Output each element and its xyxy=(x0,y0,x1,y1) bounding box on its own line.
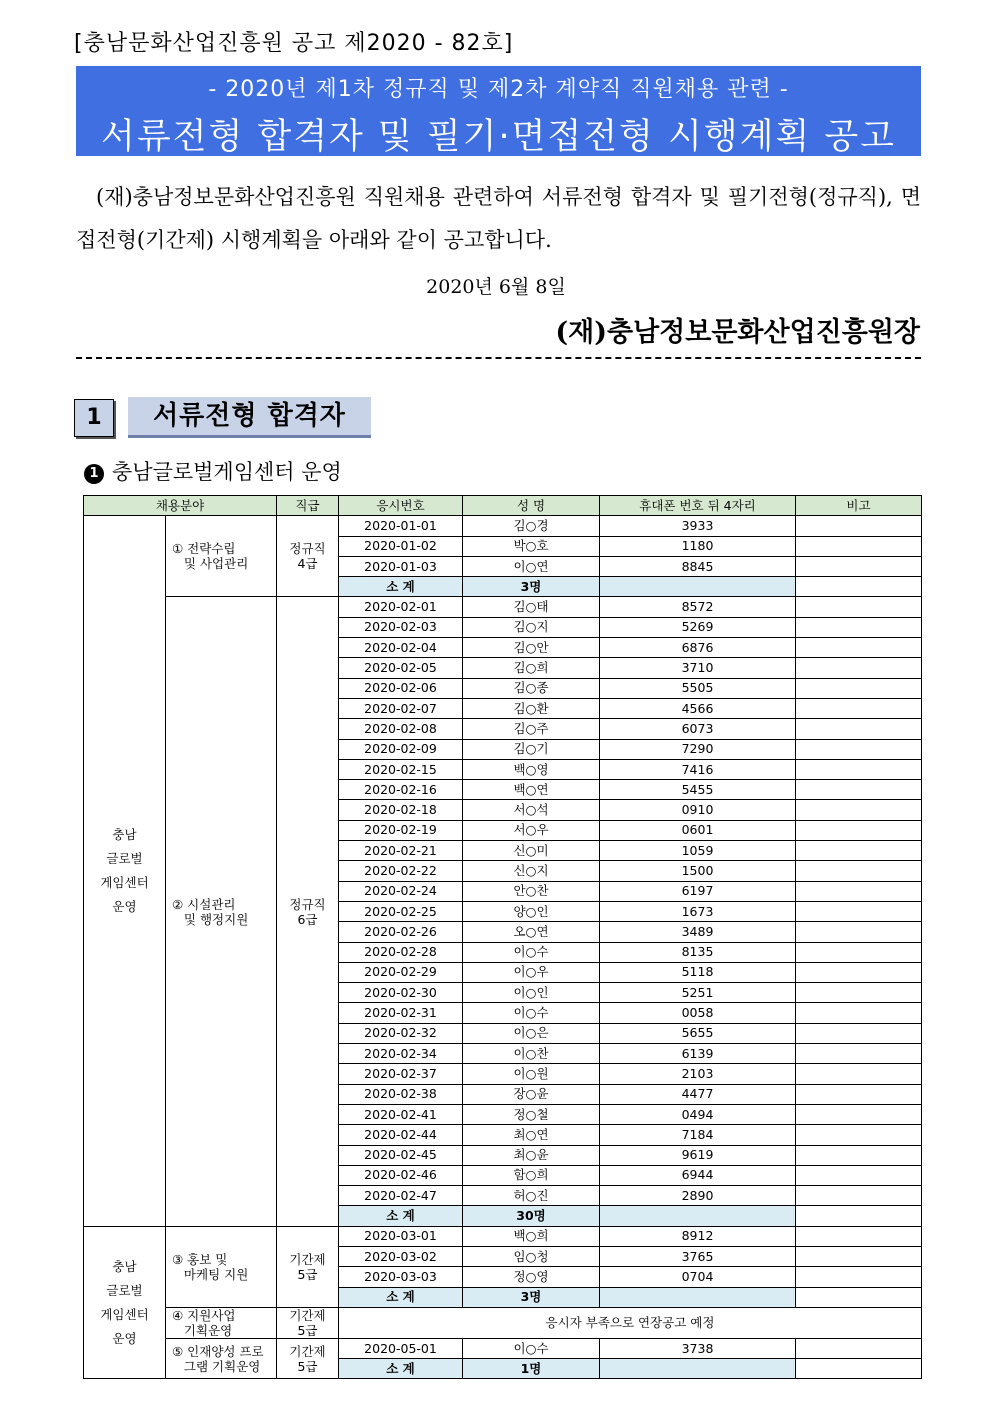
table-header-row xyxy=(84,496,922,516)
phone-cell: 8572 xyxy=(600,597,796,617)
table-row xyxy=(84,597,922,617)
dashed-divider xyxy=(76,357,921,359)
table-row xyxy=(84,1226,922,1246)
position-cell: ③ 홍보 및 마케팅 지원 xyxy=(166,1226,277,1307)
name-cell: 신○미 xyxy=(463,841,600,861)
exam-number-cell: 2020-02-34 xyxy=(339,1044,463,1064)
name-cell: 김○지 xyxy=(463,617,600,637)
subtotal-label: 소 계 xyxy=(339,1206,463,1226)
exam-number-cell: 2020-02-32 xyxy=(339,1023,463,1043)
position-cell: ② 시설관리 및 행정지원 xyxy=(166,597,277,1226)
name-cell: 이○원 xyxy=(463,1064,600,1084)
field-label-line: 글로벌 xyxy=(106,1282,143,1298)
remarks-cell xyxy=(796,556,922,576)
name-cell: 신○지 xyxy=(463,861,600,881)
name-cell: 함○희 xyxy=(463,1165,600,1185)
header-name: 성 명 xyxy=(463,496,600,516)
banner-subtitle: - 2020년 제1차 정규직 및 제2차 계약직 직원채용 관련 - xyxy=(208,77,789,102)
exam-number-cell: 2020-02-46 xyxy=(339,1165,463,1185)
header-grade: 직급 xyxy=(277,496,339,516)
exam-number-cell: 2020-01-02 xyxy=(339,536,463,556)
exam-number-cell: 2020-02-04 xyxy=(339,638,463,658)
remarks-cell xyxy=(796,942,922,962)
name-cell: 이○찬 xyxy=(463,1044,600,1064)
grade-cell: 정규직 4급 xyxy=(277,516,339,597)
table-row xyxy=(84,1338,922,1358)
remarks-cell xyxy=(796,1104,922,1124)
name-cell: 백○영 xyxy=(463,759,600,779)
remarks-cell xyxy=(796,1125,922,1145)
name-cell: 이○인 xyxy=(463,983,600,1003)
signer: (재)충남정보문화산업진흥원장 xyxy=(555,317,920,348)
exam-number-cell: 2020-02-19 xyxy=(339,820,463,840)
remarks-cell xyxy=(796,516,922,536)
header-remarks: 비고 xyxy=(796,496,922,516)
intro-text: (재)충남정보문화산업진흥원 직원채용 관련하여 서류전형 합격자 및 필기전형(정규직), 면접전형(기간제) 시행계획을 아래와 같이 공고합니다. xyxy=(76,185,921,252)
exam-number-cell: 2020-02-26 xyxy=(339,922,463,942)
name-cell: 허○진 xyxy=(463,1186,600,1206)
section-title: 서류전형 합격자 xyxy=(128,397,371,438)
phone-cell: 3738 xyxy=(600,1338,796,1358)
name-cell: 이○수 xyxy=(463,1338,600,1358)
subsection-label: 충남글로벌게임센터 운영 xyxy=(112,460,342,484)
remarks-cell xyxy=(796,638,922,658)
field-label-line: 글로벌 xyxy=(106,850,143,866)
grade-cell: 기간제 5급 xyxy=(277,1226,339,1307)
name-cell: 백○연 xyxy=(463,780,600,800)
name-cell: 정○철 xyxy=(463,1104,600,1124)
phone-cell: 0910 xyxy=(600,800,796,820)
phone-cell: 1180 xyxy=(600,536,796,556)
exam-number-cell: 2020-02-31 xyxy=(339,1003,463,1023)
name-cell: 정○영 xyxy=(463,1267,600,1287)
name-cell: 김○희 xyxy=(463,658,600,678)
subtotal-remarks xyxy=(796,1287,922,1307)
phone-cell: 1500 xyxy=(600,861,796,881)
exam-number-cell: 2020-01-03 xyxy=(339,556,463,576)
header-field: 채용분야 xyxy=(84,496,277,516)
field-label-line: 충남 xyxy=(112,1258,137,1274)
phone-cell: 4566 xyxy=(600,698,796,718)
notice-date: 2020년 6월 8일 xyxy=(426,276,566,298)
remarks-cell xyxy=(796,1003,922,1023)
phone-cell: 3489 xyxy=(600,922,796,942)
name-cell: 백○희 xyxy=(463,1226,600,1246)
position-cell: ① 전략수립 및 사업관리 xyxy=(166,516,277,597)
exam-number-cell: 2020-02-08 xyxy=(339,719,463,739)
exam-number-cell: 2020-02-07 xyxy=(339,698,463,718)
exam-number-cell: 2020-02-18 xyxy=(339,800,463,820)
phone-cell: 5118 xyxy=(600,962,796,982)
name-cell: 김○태 xyxy=(463,597,600,617)
name-cell: 김○종 xyxy=(463,678,600,698)
exam-number-cell: 2020-02-37 xyxy=(339,1064,463,1084)
subtotal-count: 3명 xyxy=(463,577,600,597)
remarks-cell xyxy=(796,597,922,617)
phone-cell: 0704 xyxy=(600,1267,796,1287)
remarks-cell xyxy=(796,820,922,840)
field-label-line: 운영 xyxy=(112,898,137,914)
phone-cell: 6073 xyxy=(600,719,796,739)
exam-number-cell: 2020-02-24 xyxy=(339,881,463,901)
subtotal-count: 3명 xyxy=(463,1287,600,1307)
remarks-cell xyxy=(796,901,922,921)
remarks-cell xyxy=(796,658,922,678)
exam-number-cell: 2020-03-03 xyxy=(339,1267,463,1287)
remarks-cell xyxy=(796,861,922,881)
phone-cell: 8135 xyxy=(600,942,796,962)
phone-cell: 3765 xyxy=(600,1246,796,1266)
phone-cell: 5455 xyxy=(600,780,796,800)
remarks-cell xyxy=(796,678,922,698)
subtotal-remarks xyxy=(796,577,922,597)
subtotal-label: 소 계 xyxy=(339,1287,463,1307)
phone-cell: 1059 xyxy=(600,841,796,861)
remarks-cell xyxy=(796,1145,922,1165)
phone-cell: 3710 xyxy=(600,658,796,678)
remarks-cell xyxy=(796,1165,922,1185)
exam-number-cell: 2020-02-15 xyxy=(339,759,463,779)
phone-cell: 5269 xyxy=(600,617,796,637)
remarks-cell xyxy=(796,739,922,759)
name-cell: 최○윤 xyxy=(463,1145,600,1165)
exam-number-cell: 2020-02-06 xyxy=(339,678,463,698)
remarks-cell xyxy=(796,922,922,942)
remarks-cell xyxy=(796,881,922,901)
phone-cell: 5505 xyxy=(600,678,796,698)
header-phone: 휴대폰 번호 뒤 4자리 xyxy=(600,496,796,516)
exam-number-cell: 2020-02-41 xyxy=(339,1104,463,1124)
remarks-cell xyxy=(796,780,922,800)
phone-cell: 1673 xyxy=(600,901,796,921)
position-cell: ⑤ 인재양성 프로 그램 기획운영 xyxy=(166,1338,277,1379)
phone-cell: 7290 xyxy=(600,739,796,759)
exam-number-cell: 2020-02-29 xyxy=(339,962,463,982)
remarks-cell xyxy=(796,719,922,739)
phone-cell: 5251 xyxy=(600,983,796,1003)
phone-cell: 8912 xyxy=(600,1226,796,1246)
phone-cell: 3933 xyxy=(600,516,796,536)
subtotal-label: 소 계 xyxy=(339,577,463,597)
notice-number: [충남문화산업진흥원 공고 제2020 - 82호] xyxy=(74,31,514,56)
field-cell xyxy=(84,516,166,1226)
remarks-cell xyxy=(796,1064,922,1084)
name-cell: 오○연 xyxy=(463,922,600,942)
phone-cell: 6139 xyxy=(600,1044,796,1064)
phone-cell: 2890 xyxy=(600,1186,796,1206)
name-cell: 이○은 xyxy=(463,1023,600,1043)
name-cell: 양○인 xyxy=(463,901,600,921)
remarks-cell xyxy=(796,962,922,982)
table-row xyxy=(84,516,922,536)
name-cell: 김○안 xyxy=(463,638,600,658)
extension-note: 응시자 부족으로 연장공고 예정 xyxy=(339,1307,922,1338)
name-cell: 김○기 xyxy=(463,739,600,759)
name-cell: 서○석 xyxy=(463,800,600,820)
phone-cell: 8845 xyxy=(600,556,796,576)
applicant-table xyxy=(83,495,922,1379)
remarks-cell xyxy=(796,841,922,861)
remarks-cell xyxy=(796,759,922,779)
remarks-cell xyxy=(796,1226,922,1246)
phone-cell: 9619 xyxy=(600,1145,796,1165)
remarks-cell xyxy=(796,800,922,820)
name-cell: 이○우 xyxy=(463,962,600,982)
exam-number-cell: 2020-01-01 xyxy=(339,516,463,536)
intro-paragraph xyxy=(76,176,921,262)
filled-circle-number-icon: 1 xyxy=(84,464,104,484)
name-cell: 최○연 xyxy=(463,1125,600,1145)
banner-title: 서류전형 합격자 및 필기·면접전형 시행계획 공고 xyxy=(101,117,896,157)
exam-number-cell: 2020-02-30 xyxy=(339,983,463,1003)
remarks-cell xyxy=(796,1023,922,1043)
name-cell: 장○윤 xyxy=(463,1084,600,1104)
remarks-cell xyxy=(796,1246,922,1266)
subtotal-phone xyxy=(600,1287,796,1307)
remarks-cell xyxy=(796,1186,922,1206)
phone-cell: 4477 xyxy=(600,1084,796,1104)
field-label-line: 충남 xyxy=(112,826,137,842)
exam-number-cell: 2020-02-25 xyxy=(339,901,463,921)
exam-number-cell: 2020-02-16 xyxy=(339,780,463,800)
subtotal-count: 1명 xyxy=(463,1359,600,1379)
remarks-cell xyxy=(796,1084,922,1104)
exam-number-cell: 2020-02-05 xyxy=(339,658,463,678)
name-cell: 이○연 xyxy=(463,556,600,576)
phone-cell: 0058 xyxy=(600,1003,796,1023)
phone-cell: 2103 xyxy=(600,1064,796,1084)
position-cell: ④ 지원사업 기획운영 xyxy=(166,1307,277,1338)
phone-cell: 7184 xyxy=(600,1125,796,1145)
exam-number-cell: 2020-02-01 xyxy=(339,597,463,617)
field-label-line: 게임센터 xyxy=(100,1306,149,1322)
phone-cell: 6197 xyxy=(600,881,796,901)
title-banner xyxy=(76,66,921,156)
phone-cell: 6876 xyxy=(600,638,796,658)
exam-number-cell: 2020-02-47 xyxy=(339,1186,463,1206)
exam-number-cell: 2020-02-21 xyxy=(339,841,463,861)
field-label-line: 게임센터 xyxy=(100,874,149,890)
name-cell: 서○우 xyxy=(463,820,600,840)
header-exam-number: 응시번호 xyxy=(339,496,463,516)
name-cell: 박○호 xyxy=(463,536,600,556)
remarks-cell xyxy=(796,1267,922,1287)
phone-cell: 7416 xyxy=(600,759,796,779)
subtotal-remarks xyxy=(796,1206,922,1226)
grade-cell: 기간제 5급 xyxy=(277,1338,339,1379)
exam-number-cell: 2020-05-01 xyxy=(339,1338,463,1358)
phone-cell: 0601 xyxy=(600,820,796,840)
subsection-title xyxy=(84,456,342,486)
exam-number-cell: 2020-03-02 xyxy=(339,1246,463,1266)
subtotal-phone xyxy=(600,577,796,597)
remarks-cell xyxy=(796,1044,922,1064)
remarks-cell xyxy=(796,1338,922,1358)
subtotal-label: 소 계 xyxy=(339,1359,463,1379)
name-cell: 김○주 xyxy=(463,719,600,739)
exam-number-cell: 2020-02-09 xyxy=(339,739,463,759)
phone-cell: 0494 xyxy=(600,1104,796,1124)
remarks-cell xyxy=(796,698,922,718)
remarks-cell xyxy=(796,536,922,556)
section-number: 1 xyxy=(74,399,114,437)
subtotal-phone xyxy=(600,1206,796,1226)
remarks-cell xyxy=(796,983,922,1003)
exam-number-cell: 2020-02-38 xyxy=(339,1084,463,1104)
exam-number-cell: 2020-02-28 xyxy=(339,942,463,962)
phone-cell: 5655 xyxy=(600,1023,796,1043)
subtotal-count: 30명 xyxy=(463,1206,600,1226)
grade-cell: 기간제 5급 xyxy=(277,1307,339,1338)
field-label-line: 운영 xyxy=(112,1330,137,1346)
phone-cell: 6944 xyxy=(600,1165,796,1185)
exam-number-cell: 2020-02-22 xyxy=(339,861,463,881)
remarks-cell xyxy=(796,617,922,637)
exam-number-cell: 2020-02-03 xyxy=(339,617,463,637)
name-cell: 안○찬 xyxy=(463,881,600,901)
name-cell: 김○경 xyxy=(463,516,600,536)
name-cell: 김○환 xyxy=(463,698,600,718)
exam-number-cell: 2020-03-01 xyxy=(339,1226,463,1246)
grade-cell: 정규직 6급 xyxy=(277,597,339,1226)
name-cell: 이○수 xyxy=(463,942,600,962)
field-cell xyxy=(84,1226,166,1379)
subtotal-remarks xyxy=(796,1359,922,1379)
exam-number-cell: 2020-02-44 xyxy=(339,1125,463,1145)
subtotal-phone xyxy=(600,1359,796,1379)
name-cell: 임○청 xyxy=(463,1246,600,1266)
exam-number-cell: 2020-02-45 xyxy=(339,1145,463,1165)
name-cell: 이○수 xyxy=(463,1003,600,1023)
